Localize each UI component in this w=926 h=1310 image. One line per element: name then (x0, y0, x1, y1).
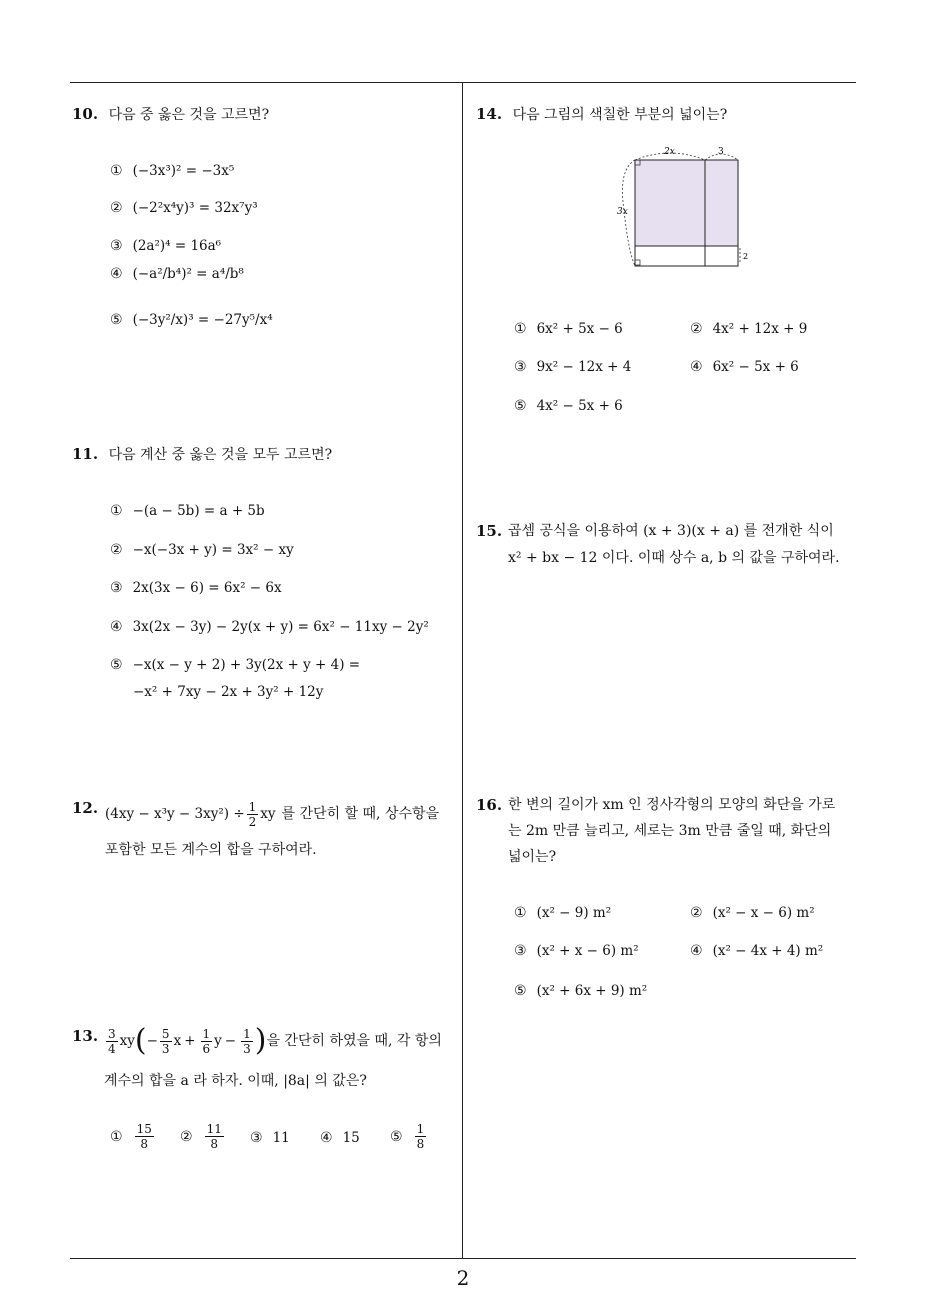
option-mark: ① (110, 503, 123, 519)
option-expr: (−3y²/x)³ = −27y⁵/x⁴ (132, 312, 273, 328)
q14-figure (610, 140, 760, 270)
question-10 (72, 104, 269, 125)
option-fraction (415, 1122, 427, 1151)
question-15 (476, 521, 508, 540)
q16-option-5[interactable] (514, 983, 647, 999)
question-text: 다음 그림의 색칠한 부분의 넓이는? (512, 107, 728, 123)
question-number: 15. (476, 522, 503, 540)
q14-option-3[interactable] (514, 359, 631, 375)
q12-expression-tail: xy (260, 806, 276, 822)
option-expr: (−3x³)² = −3x⁵ (132, 163, 235, 179)
q12-fraction (247, 800, 259, 829)
option-expr: 6x² − 5x + 6 (712, 359, 799, 375)
question-text: 는 2m 만큼 늘리고, 세로는 3m 만큼 줄일 때, 화단의 (508, 823, 832, 839)
option-mark: ③ (514, 359, 527, 375)
question-text: 한 변의 길이가 xm 인 정사각형의 모양의 화단을 가로 (508, 797, 836, 813)
denominator: 8 (210, 1137, 219, 1151)
q11-option-3[interactable] (110, 580, 282, 596)
option-fraction (205, 1122, 224, 1151)
option-expr: 3x(2x − 3y) − 2y(x + y) = 6x² − 11xy − 2y² (132, 619, 429, 635)
option-expr: −x² + 7xy − 2x + 3y² + 12y (133, 684, 324, 700)
option-fraction (135, 1122, 154, 1151)
bottom-right-label: 2 (743, 252, 749, 261)
question-14 (476, 104, 727, 125)
option-expr: 4x² + 12x + 9 (712, 321, 808, 337)
left-paren: ( (134, 1023, 147, 1058)
option-mark: ⑤ (514, 983, 527, 999)
q11-option-4[interactable] (110, 619, 429, 635)
option-mark: ④ (110, 266, 123, 282)
q11-option-1[interactable] (110, 503, 265, 519)
option-mark: ③ (110, 238, 123, 254)
option-mark: ⑤ (110, 312, 123, 328)
option-mark: ① (514, 321, 527, 337)
question-12-line-1 (105, 800, 439, 829)
question-16-line-2 (508, 819, 831, 844)
plus-sign: + (184, 1032, 196, 1049)
denominator: 4 (108, 1041, 116, 1056)
question-15-line-2 (508, 546, 840, 571)
option-expr: 9x² − 12x + 4 (536, 359, 632, 375)
q13-option-3[interactable] (250, 1130, 290, 1146)
option-mark: ② (110, 542, 123, 558)
numerator: 1 (202, 1026, 211, 1041)
option-mark: ③ (110, 580, 123, 596)
question-number: 14. (476, 105, 503, 123)
option-expr: (2a²)⁴ = 16a⁶ (132, 238, 222, 254)
right-paren: ) (254, 1023, 267, 1058)
question-13-line-1 (104, 1023, 442, 1058)
question-text: 다음 계산 중 옳은 것을 모두 고르면? (108, 447, 333, 463)
option-expr: −x(x − y + 2) + 3y(2x + y + 4) = (132, 657, 361, 673)
option-mark: ④ (320, 1130, 333, 1146)
denominator: 8 (416, 1137, 425, 1151)
q12-expression: (4xy − x³y − 3xy²) ÷ (105, 806, 245, 822)
option-value: 11 (272, 1130, 290, 1146)
question-11-header (72, 444, 332, 465)
question-12 (72, 798, 104, 817)
q14-option-2[interactable] (690, 321, 807, 337)
question-text: 포함한 모든 계수의 합을 구하여라. (105, 842, 317, 858)
question-text: 곱셈 공식을 이용하여 (x + 3)(x + a) 를 전개한 식이 (508, 523, 834, 539)
question-15-line-1 (508, 519, 834, 544)
column-divider (462, 82, 463, 1258)
q13-term2-variable: y (214, 1032, 222, 1049)
option-mark: ④ (690, 359, 703, 375)
option-mark: ④ (110, 619, 123, 635)
option-expr: (x² + 6x + 9) m² (536, 983, 648, 999)
q13-lead-variable: xy (119, 1032, 135, 1049)
option-expr: −(a − 5b) = a + 5b (132, 503, 265, 519)
question-text: 을 간단히 하였을 때, 각 항의 (266, 1032, 442, 1049)
option-mark: ① (110, 163, 123, 179)
option-expr: 2x(3x − 6) = 6x² − 6x (132, 580, 282, 596)
option-mark: ③ (250, 1130, 263, 1146)
q10-option-3[interactable] (110, 238, 221, 254)
q13-term1-fraction (160, 1027, 172, 1056)
q14-option-1[interactable] (514, 321, 623, 337)
question-number: 10. (72, 105, 99, 123)
shaded-region (635, 160, 738, 246)
option-mark: ① (514, 905, 527, 921)
option-mark: ② (110, 200, 123, 216)
option-expr: (x² − 9) m² (536, 905, 612, 921)
q10-option-5[interactable] (110, 312, 273, 328)
option-expr: (x² − 4x + 4) m² (712, 943, 824, 959)
denominator: 2 (248, 815, 257, 829)
q16-option-3[interactable] (514, 943, 639, 959)
question-12-line-2 (105, 838, 317, 863)
option-expr: −x(−3x + y) = 3x² − xy (132, 542, 294, 558)
option-expr: (x² − x − 6) m² (712, 905, 815, 921)
numerator: 1 (243, 1026, 251, 1041)
option-mark: ③ (514, 943, 527, 959)
option-expr: 6x² + 5x − 6 (536, 321, 623, 337)
q11-option-5[interactable] (110, 657, 360, 673)
option-expr: (−2²x⁴y)³ = 32x⁷y³ (132, 200, 258, 216)
q11-option-2[interactable] (110, 542, 294, 558)
numerator: 5 (161, 1026, 170, 1041)
numerator: 11 (206, 1122, 222, 1136)
numerator: 1 (248, 800, 257, 814)
q13-option-1[interactable] (110, 1122, 156, 1151)
option-mark: ② (690, 905, 703, 921)
denominator: 8 (140, 1137, 149, 1151)
q14-option-4[interactable] (690, 359, 799, 375)
q16-option-4[interactable] (690, 943, 823, 959)
q10-option-1[interactable] (110, 163, 234, 179)
numerator: 3 (108, 1026, 116, 1041)
right-angle-mark (635, 260, 640, 265)
numerator: 15 (136, 1122, 152, 1136)
q14-option-5[interactable] (514, 398, 623, 414)
question-text: 넓이는? (508, 849, 557, 865)
option-mark: ① (110, 1128, 123, 1145)
option-mark: ⑤ (514, 398, 527, 414)
top-label-2: 3 (718, 147, 724, 157)
question-number: 11. (72, 445, 99, 463)
q10-option-4[interactable] (110, 266, 244, 282)
option-mark: ④ (690, 943, 703, 959)
question-13-line-2 (104, 1069, 367, 1094)
question-16-line-1 (508, 793, 835, 818)
q10-option-2[interactable] (110, 200, 258, 216)
option-value: 15 (342, 1130, 360, 1146)
minus-sign: − (224, 1032, 237, 1049)
question-text: 를 간단히 할 때, 상수항을 (281, 806, 440, 822)
page-number: 2 (456, 1266, 470, 1290)
question-number: 13. (72, 1027, 99, 1045)
option-mark: ⑤ (110, 657, 123, 673)
q11-option-5-continued (133, 684, 323, 700)
option-mark: ⑤ (390, 1128, 403, 1145)
q13-option-2[interactable] (180, 1122, 226, 1151)
q13-lead-fraction (106, 1027, 118, 1056)
question-text: x² + bx − 12 이다. 이때 상수 a, b 의 값을 구하여라. (508, 550, 840, 566)
numerator: 1 (416, 1122, 425, 1136)
denominator: 3 (243, 1041, 251, 1056)
option-mark: ② (690, 321, 703, 337)
q13-term3-fraction (241, 1027, 253, 1056)
question-16-line-3 (508, 845, 556, 870)
bottom-rule (70, 1258, 856, 1259)
top-label-1: 2x (664, 147, 675, 157)
question-text: 계수의 합을 a 라 하자. 이때, |8a| 의 값은? (104, 1073, 367, 1089)
question-13 (72, 1026, 104, 1045)
question-text: 다음 중 옳은 것을 고르면? (108, 107, 270, 123)
side-label: 3x (617, 207, 628, 217)
option-expr: 4x² − 5x + 6 (536, 398, 623, 414)
minus-sign: − (146, 1032, 158, 1049)
q16-option-1[interactable] (514, 905, 611, 921)
top-rule (70, 82, 856, 83)
question-number: 16. (476, 796, 503, 814)
question-11 (72, 444, 332, 465)
question-number: 12. (72, 799, 99, 817)
q13-term1-variable: x (173, 1032, 182, 1049)
option-mark: ② (180, 1128, 193, 1145)
q13-option-5[interactable] (390, 1122, 428, 1151)
question-16 (476, 795, 508, 814)
q16-option-2[interactable] (690, 905, 815, 921)
option-expr: (x² + x − 6) m² (536, 943, 639, 959)
q13-option-4[interactable] (320, 1130, 360, 1146)
q13-term2-fraction (201, 1027, 213, 1056)
option-expr: (−a²/b⁴)² = a⁴/b⁸ (132, 266, 244, 282)
denominator: 3 (161, 1041, 170, 1056)
denominator: 6 (202, 1041, 211, 1056)
question-10-header (72, 104, 269, 125)
question-14-header (476, 104, 727, 125)
